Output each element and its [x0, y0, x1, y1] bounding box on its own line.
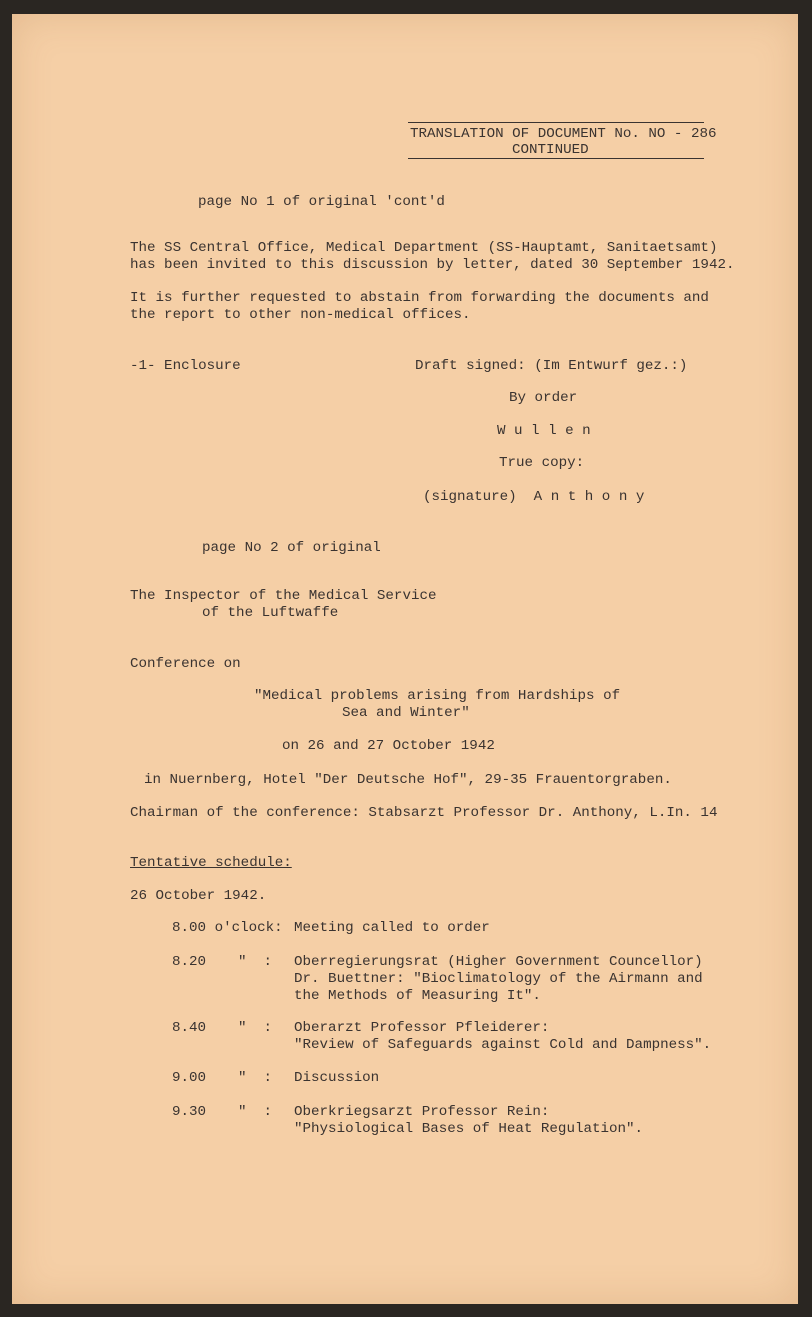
- document-continued-label: CONTINUED: [512, 142, 589, 158]
- schedule-heading: Tentative schedule:: [130, 855, 292, 871]
- schedule-entry-line: "Physiological Bases of Heat Regulation".: [294, 1121, 644, 1137]
- paragraph-1-line-2: has been invited to this discussion by letter, dated 30 September 1942.: [130, 257, 735, 273]
- schedule-time: 8.40: [172, 1020, 207, 1036]
- schedule-entry-line: Oberarzt Professor Pfleiderer:: [294, 1020, 550, 1036]
- draft-signed: Draft signed: (Im Entwurf gez.:): [415, 358, 688, 374]
- paragraph-1-line-1: The SS Central Office, Medical Department (SS-Hauptamt, Sanitaetsamt): [130, 240, 718, 256]
- signatory-name: W u l l e n: [497, 423, 591, 439]
- schedule-time: 9.00: [172, 1070, 207, 1086]
- conference-dates: on 26 and 27 October 1942: [282, 738, 495, 754]
- schedule-time: 8.00 o'clock:: [172, 920, 283, 936]
- sender-line-1: The Inspector of the Medical Service: [130, 588, 437, 604]
- by-order: By order: [509, 390, 578, 406]
- schedule-time: 8.20: [172, 954, 207, 970]
- schedule-ditto: " :: [238, 1104, 273, 1120]
- document-title: TRANSLATION OF DOCUMENT No. NO - 286: [410, 126, 717, 142]
- schedule-entry-line: "Review of Safeguards against Cold and Dampness".: [294, 1037, 712, 1053]
- schedule-entry-line: Dr. Buettner: "Bioclimatology of the Airmann and: [294, 971, 703, 987]
- signature-line: (signature) A n t h o n y: [423, 489, 645, 505]
- paragraph-2-line-2: the report to other non-medical offices.: [130, 307, 471, 323]
- conference-chairman: Chairman of the conference: Stabsarzt Professor Dr. Anthony, L.In. 14: [130, 805, 718, 821]
- schedule-entry-line: Oberkriegsarzt Professor Rein:: [294, 1104, 550, 1120]
- schedule-ditto: " :: [238, 1020, 273, 1036]
- document-page: [12, 14, 798, 1304]
- schedule-entry-line: Oberregierungsrat (Higher Government Councellor): [294, 954, 703, 970]
- schedule-ditto: " :: [238, 954, 273, 970]
- paragraph-2-line-1: It is further requested to abstain from forwarding the documents and: [130, 290, 709, 306]
- schedule-entry-line: Discussion: [294, 1070, 380, 1086]
- conference-location: in Nuernberg, Hotel "Der Deutsche Hof", 29-35 Frauentorgraben.: [144, 772, 672, 788]
- schedule-ditto: " :: [238, 1070, 273, 1086]
- page-reference-1: page No 1 of original 'cont'd: [198, 194, 445, 210]
- conference-title-line-2: Sea and Winter": [342, 705, 470, 721]
- enclosure-label: -1- Enclosure: [130, 358, 241, 374]
- schedule-entry-line: the Methods of Measuring It".: [294, 988, 541, 1004]
- true-copy: True copy:: [499, 455, 585, 471]
- page-reference-2: page No 2 of original: [202, 540, 381, 556]
- conference-title-line-1: "Medical problems arising from Hardships of: [254, 688, 621, 704]
- conference-label: Conference on: [130, 656, 241, 672]
- header-rule-top: [408, 122, 704, 123]
- sender-line-2: of the Luftwaffe: [202, 605, 339, 621]
- header-rule-bottom: [408, 158, 704, 159]
- schedule-time: 9.30: [172, 1104, 207, 1120]
- schedule-entry-line: Meeting called to order: [294, 920, 490, 936]
- schedule-date: 26 October 1942.: [130, 888, 267, 904]
